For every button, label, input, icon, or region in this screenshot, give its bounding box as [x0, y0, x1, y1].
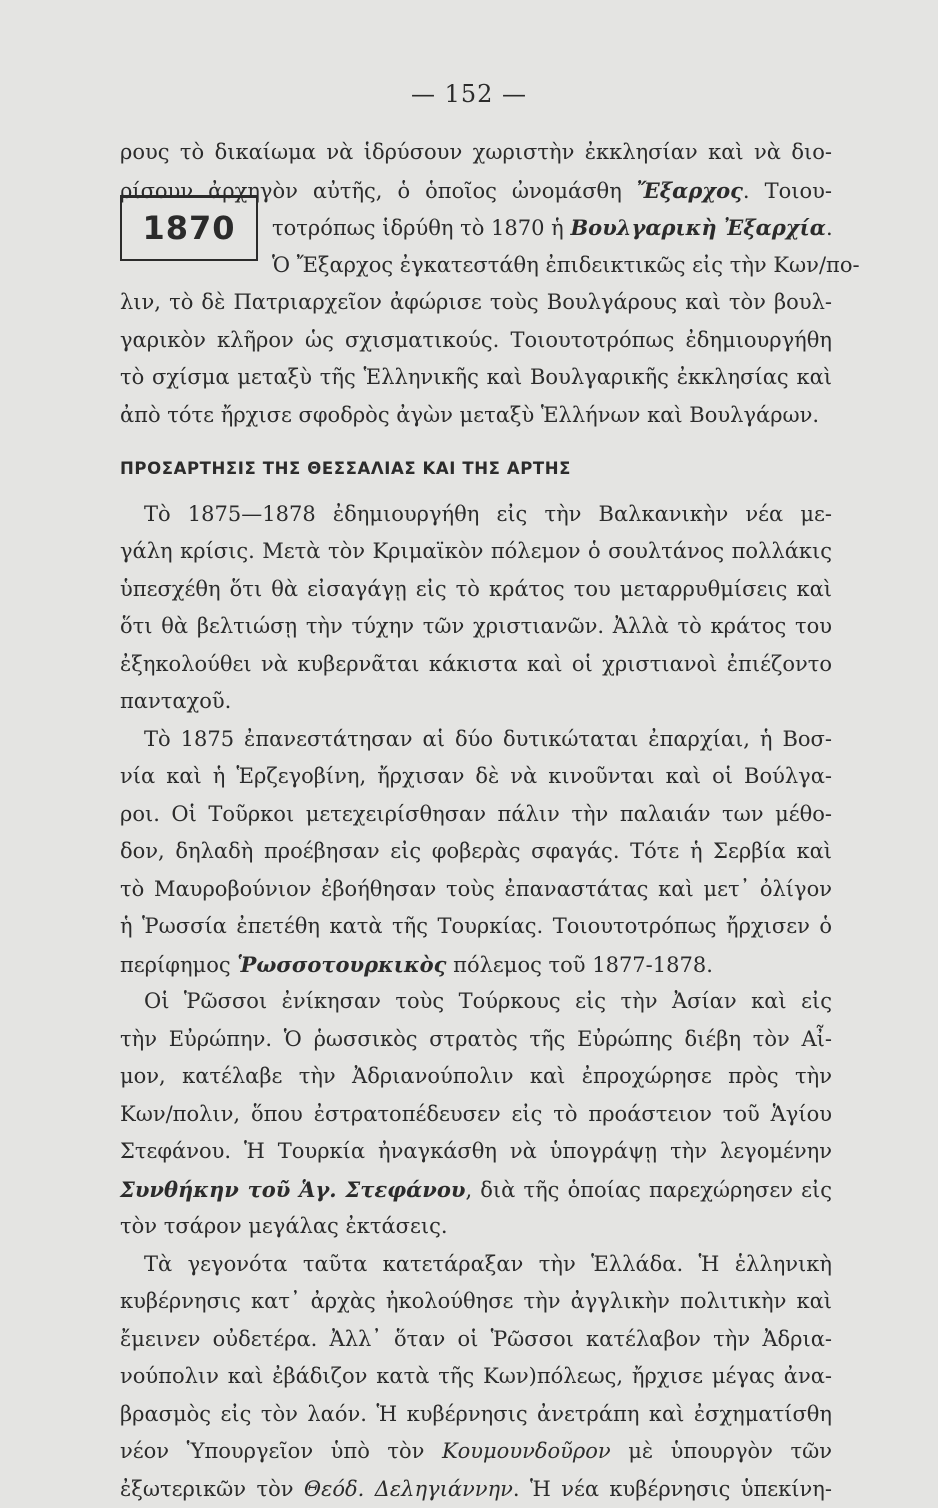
text-line: ἐξωτερικῶν τὸν Θεόδ. Δεληγιάννην. Ἡ νέα κυβέρνησις ὑπεκίνη- [120, 1471, 832, 1508]
text-line: τὴν Εὐρώπην. Ὁ ῥωσσικὸς στρατὸς τῆς Εὐρώπης διέβη τὸν Αἶ- [120, 1021, 832, 1059]
text-line: τοτρόπως ἱδρύθη τὸ 1870 ἡ Βουλγαρικὴ Ἐξαρχία. [272, 209, 832, 247]
text-line: τὸ Μαυροβούνιον ἐβοήθησαν τοὺς ἐπαναστάτας καὶ μετ᾿ ὀλίγον [120, 871, 832, 909]
text-line: ἡ Ῥωσσία ἐπετέθη κατὰ τῆς Τουρκίας. Τοιουτοτρόπως ἤρχισεν ὁ [120, 908, 832, 946]
text-line: περίφημος Ῥωσσοτουρκικὸς πόλεμος τοῦ 1877-1878. [120, 946, 832, 984]
text-line: γάλη κρίσις. Μετὰ τὸν Κριμαϊκὸν πόλεμον ὁ σουλτάνος πολλάκις [120, 533, 832, 571]
text-line: μον, κατέλαβε τὴν Ἀδριανούπολιν καὶ ἐπροχώρησε πρὸς τὴν [120, 1058, 832, 1096]
text-line: νία καὶ ἡ Ἑρζεγοβίνη, ἤρχισαν δὲ νὰ κινοῦνται καὶ οἱ Βούλγα- [120, 758, 832, 796]
text-line: δον, δηλαδὴ προέβησαν εἰς φοβερὰς σφαγάς. Τότε ἡ Σερβία καὶ [120, 833, 832, 871]
text-line: Συνθήκην τοῦ Ἁγ. Στεφάνου, διὰ τῆς ὁποίας παρεχώρησεν εἰς [120, 1171, 832, 1209]
text-line: γαρικὸν κλῆρον ὡς σχισματικούς. Τοιουτοτρόπως ἐδημιουργήθη [120, 322, 832, 360]
text-line: Στεφάνου. Ἡ Τουρκία ἠναγκάσθη νὰ ὑπογράψῃ τὴν λεγομένην [120, 1133, 832, 1171]
text-line: ἀπὸ τότε ἤρχισε σφοδρὸς ἀγὼν μεταξὺ Ἑλλήνων καὶ Βουλγάρων. [120, 397, 832, 435]
text-line: ρίσουν ἀρχηγὸν αὐτῆς, ὁ ὁποῖος ὠνομάσθη Ἔξαρχος. Τοιου- [120, 172, 832, 210]
text-line: τὸν τσάρον μεγάλας ἐκτάσεις. [120, 1208, 832, 1246]
text-line: νέον Ὑπουργεῖον ὑπὸ τὸν Κουμουνδοῦρον μὲ ὑπουργὸν τῶν [120, 1433, 832, 1471]
text-line: Οἱ Ῥῶσσοι ἐνίκησαν τοὺς Τούρκους εἰς τὴν Ἀσίαν καὶ εἰς [120, 983, 832, 1021]
text-line: Τὰ γεγονότα ταῦτα κατετάραξαν τὴν Ἑλλάδα. Ἡ ἑλληνικὴ [120, 1246, 832, 1284]
text-line: ρους τὸ δικαίωμα νὰ ἱδρύσουν χωριστὴν ἐκκλησίαν καὶ νὰ διο- [120, 134, 832, 172]
body-text [120, 134, 832, 1508]
text-line: ἔμεινεν οὐδετέρα. Ἀλλ᾿ ὅταν οἱ Ῥῶσσοι κατέλαβον τὴν Ἀδρια- [120, 1321, 832, 1359]
page-number: — 152 — [0, 80, 938, 108]
text-line: νούπολιν καὶ ἐβάδιζον κατὰ τῆς Κων)πόλεως, ἤρχισε μέγας ἀνα- [120, 1358, 832, 1396]
text-line: Ὁ Ἔξαρχος ἐγκατεστάθη ἐπιδεικτικῶς εἰς τὴν Κων/πο- [272, 247, 832, 285]
text-line: Κων/πολιν, ὅπου ἐστρατοπέδευσεν εἰς τὸ προάστειον τοῦ Ἁγίου [120, 1096, 832, 1134]
text-line: τὸ σχίσμα μεταξὺ τῆς Ἑλληνικῆς καὶ Βουλγαρικῆς ἐκκλησίας καὶ [120, 359, 832, 397]
text-line: Τὸ 1875—1878 ἐδημιουργήθη εἰς τὴν Βαλκανικὴν νέα με- [120, 496, 832, 534]
text-line: ὅτι θὰ βελτιώσῃ τὴν τύχην τῶν χριστιανῶν. Ἀλλὰ τὸ κράτος του [120, 608, 832, 646]
section-heading: ΠΡΟΣΑΡΤΗΣΙΣ ΤΗΣ ΘΕΣΣΑΛΙΑΣ ΚΑΙ ΤΗΣ ΑΡΤΗΣ [120, 450, 832, 488]
text-line: Τὸ 1875 ἐπανεστάτησαν αἱ δύο δυτικώταται ἐπαρχίαι, ἡ Βοσ- [120, 721, 832, 759]
text-line: πανταχοῦ. [120, 683, 832, 721]
text-line: ἐξηκολούθει νὰ κυβερνᾶται κάκιστα καὶ οἱ χριστιανοὶ ἐπιέζοντο [120, 646, 832, 684]
text-line: κυβέρνησις κατ᾿ ἀρχὰς ἠκολούθησε τὴν ἀγγλικὴν πολιτικὴν καὶ [120, 1283, 832, 1321]
text-line: ὑπεσχέθη ὅτι θὰ εἰσαγάγῃ εἰς τὸ κράτος του μεταρρυθμίσεις καὶ [120, 571, 832, 609]
text-line: ροι. Οἱ Τοῦρκοι μετεχειρίσθησαν πάλιν τὴν παλαιάν των μέθο- [120, 796, 832, 834]
text-line: λιν, τὸ δὲ Πατριαρχεῖον ἀφώρισε τοὺς Βουλγάρους καὶ τὸν βουλ- [120, 284, 832, 322]
text-line: βρασμὸς εἰς τὸν λαόν. Ἡ κυβέρνησις ἀνετράπη καὶ ἐσχηματίσθη [120, 1396, 832, 1434]
margin-year-box: 1870 [120, 195, 258, 261]
